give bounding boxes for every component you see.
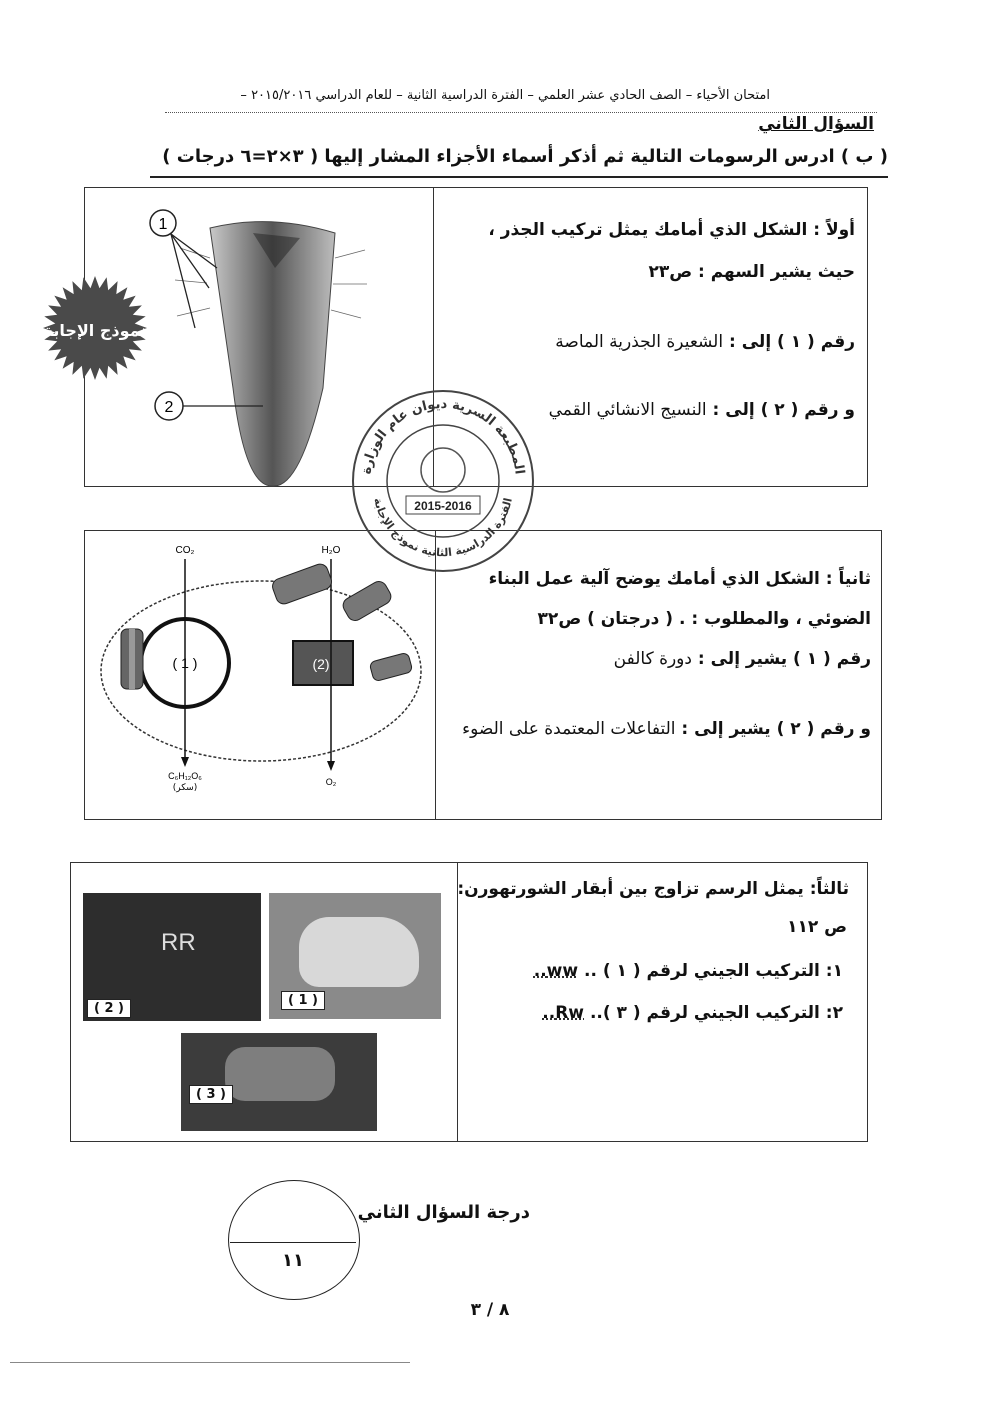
- answer-stamp: [43, 276, 147, 380]
- section-divider: [457, 863, 458, 1141]
- answer1-value: دورة كالفن: [613, 649, 692, 669]
- section3-line2: ص ١١٢: [787, 917, 847, 937]
- section2-line2: الضوئي ، والمطلوب : . ( درجتان ) ص٣٢: [537, 609, 871, 629]
- section2-line1: ثانياً : الشكل الذي أمامك يوضح آلية عمل البناء: [488, 569, 871, 589]
- section1-line1: أولاً : الشكل الذي أمامك يمثل تركيب الجذر ،: [488, 220, 855, 240]
- section1-line2: حيث يشير السهم : ص٢٣: [648, 262, 855, 282]
- instruction-text: ( ب ) ادرس الرسومات التالية ثم أذكر أسماء الأجزاء المشار إليها ( ٣×٢=٦ درجات ): [162, 146, 888, 167]
- section-divider: [435, 531, 436, 819]
- seal-bottom-text: الفترة الدراسية الثانية نموذج الإجابة: [371, 496, 515, 560]
- section3-answer1: [534, 961, 843, 981]
- photo-rr-text: RR: [161, 929, 196, 956]
- answer1-label: ١: التركيب الجيني لرقم ( ١ ) ..: [584, 961, 843, 981]
- answer2-label: و رقم ( ٢ ) إلى :: [712, 400, 855, 420]
- answer2-value: Rw..: [542, 1003, 585, 1023]
- answer1-label: رقم ( ١ ) إلى :: [729, 332, 855, 352]
- glucose-text: C₆H₁₂O₆: [168, 771, 202, 781]
- grade-score: ١١: [282, 1250, 304, 1271]
- section3-line1: ثالثاً: يمثل الرسم تزاوج بين أبقار الشورتهورن:: [457, 879, 849, 899]
- photo-red-bull: [83, 893, 261, 1021]
- section1-answer2: [549, 400, 855, 420]
- answer2-value: النسيج الانشائي القمي: [548, 400, 707, 420]
- roan-cow-shape: [225, 1047, 335, 1101]
- grade-label: درجة السؤال الثاني: [357, 1202, 530, 1223]
- fig1-label-2: 2: [164, 399, 174, 416]
- seal-outer-text: المطبعة السرية ديوان عام الوزارة: [359, 396, 527, 476]
- white-cow-shape: [299, 917, 419, 987]
- arrowhead: [181, 757, 189, 767]
- section2-answer1: [614, 649, 871, 669]
- answer2-label: ٢: التركيب الجيني لرقم ( ٣ )..: [589, 1003, 843, 1023]
- stamp-text: نموذج الإجابة: [43, 321, 147, 340]
- h2o-text: H₂O: [321, 545, 341, 556]
- fig2-label-2: (2): [312, 656, 330, 672]
- answer1-value: ww..: [533, 961, 579, 981]
- co2-text: CO₂: [175, 545, 195, 556]
- photo-roan-calf: [181, 1033, 377, 1131]
- exam-header-line: امتحان الأحياء – الصف الحادي عشر العلمي – الفترة الدراسية الثانية – للعام الدراسي ٢٠١٥/٢٠١٦ –: [240, 88, 770, 103]
- instruction-underline: [150, 176, 888, 178]
- arrowhead: [327, 761, 335, 771]
- page-number: ٨ / ٣: [470, 1300, 510, 1320]
- answer2-label: و رقم ( ٢ ) يشير إلى :: [681, 719, 871, 739]
- answer2-value: التفاعلات المعتمدة على الضوء: [462, 719, 676, 739]
- grade-divider: [230, 1242, 356, 1243]
- answer1-value: الشعيرة الجذرية الماصة: [555, 332, 724, 352]
- grana-stack-left: [121, 629, 143, 689]
- photo-white-cow: [269, 893, 441, 1019]
- section2-answer2: [462, 719, 871, 739]
- photo-label-2: ( 2 ): [87, 999, 131, 1018]
- seal-year: 2015-2016: [414, 499, 472, 513]
- answer1-label: رقم ( ١ ) يشير إلى :: [697, 649, 871, 669]
- section3-answer2: [542, 1003, 843, 1023]
- section1-answer1: [555, 332, 855, 352]
- header-divider: [165, 112, 877, 113]
- fig1-label-1: 1: [158, 216, 168, 233]
- photo-label-1: ( 1 ): [281, 991, 325, 1010]
- ministry-seal: [350, 388, 536, 574]
- grade-circle: [228, 1180, 360, 1300]
- seal-inner-ring: [387, 425, 499, 537]
- seal-outer-ring: [353, 391, 533, 571]
- question-title: السؤال الثاني: [758, 114, 874, 134]
- photo-label-3: ( 3 ): [189, 1085, 233, 1104]
- footer-rule: [10, 1362, 410, 1363]
- seal-emblem: [421, 448, 465, 492]
- sugar-text: (سكر): [172, 783, 198, 793]
- section-shorthorn-cattle: [70, 862, 868, 1142]
- fig2-label-1: ( 1 ): [172, 655, 198, 671]
- arrows-label-1: [171, 234, 217, 328]
- o2-text: O₂: [325, 777, 337, 787]
